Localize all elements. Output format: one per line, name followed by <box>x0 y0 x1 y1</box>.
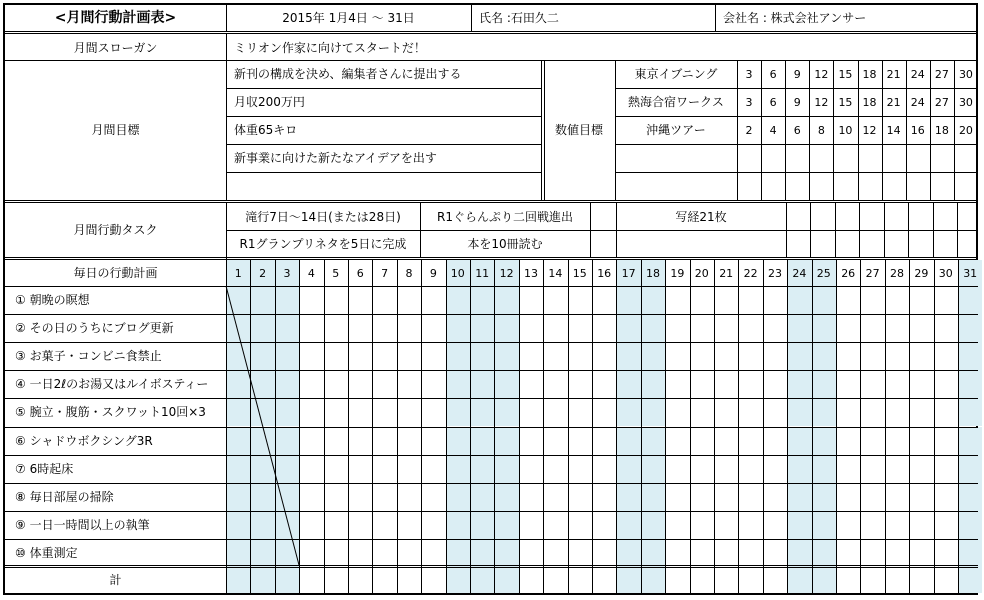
sheet-title: <月間行動計画表> <box>54 10 177 26</box>
day-header: 8 <box>405 266 413 280</box>
day-header: 22 <box>743 266 758 280</box>
day-header: 19 <box>670 266 685 280</box>
daily-task-label: ⑧ 毎日部屋の掃除 <box>15 489 114 504</box>
day-header: 14 <box>548 266 563 280</box>
day-header: 5 <box>332 266 340 280</box>
day-header: 25 <box>812 260 836 286</box>
company-name: 会社名 : 株式会社アンサー <box>723 11 867 25</box>
numeric-goal-value: 12 <box>814 95 829 109</box>
numeric-goal-value: 21 <box>886 95 901 109</box>
slogan-text: ミリオン作家に向けてスタートだ！ <box>234 40 426 55</box>
daily-task-label: ③ お菓子・コンビニ食禁止 <box>15 349 162 364</box>
numeric-goal-value: 21 <box>886 67 901 81</box>
numeric-goal-value: 2 <box>745 123 753 137</box>
numeric-goal-value: 24 <box>910 95 925 109</box>
daily-task-label: ① 朝晩の瞑想 <box>15 293 90 308</box>
day-header: 28 <box>889 266 904 280</box>
goal-item: 月収200万円 <box>234 95 305 109</box>
day-header: 7 <box>381 266 389 280</box>
goals-label: 月間目標 <box>91 123 140 137</box>
task-item: R1ぐらんぷり二回戦進出 <box>437 209 573 224</box>
daily-task-label: ⑤ 腕立・腹筋・スクワット10回×3 <box>15 405 206 420</box>
day-header: 1 <box>226 260 250 286</box>
goal-item: 新刊の構成を決め、編集者さんに提出する <box>234 67 462 81</box>
day-header: 10 <box>446 260 470 286</box>
numeric-goal-value: 4 <box>769 123 777 137</box>
goal-item: 体重65キロ <box>234 123 298 137</box>
numeric-goal-value: 18 <box>934 123 949 137</box>
numeric-goal-value: 27 <box>934 95 949 109</box>
daily-plan-label: 毎日の行動計画 <box>73 266 158 280</box>
day-header: 11 <box>470 260 494 286</box>
numeric-goal-value: 12 <box>814 67 829 81</box>
day-header: 15 <box>572 266 587 280</box>
day-header: 18 <box>641 260 665 286</box>
numeric-goal-value: 30 <box>958 95 973 109</box>
day-header: 21 <box>719 266 734 280</box>
numeric-goal-value: 18 <box>862 67 877 81</box>
numeric-goal-name: 東京イブニング <box>634 67 718 81</box>
task-item: 写経21枚 <box>675 209 727 224</box>
daily-task-label: ⑥ シャドウボクシング3R <box>15 433 153 448</box>
numeric-goal-value: 3 <box>745 95 753 109</box>
blocked-days-diagonal <box>5 5 978 595</box>
numeric-goal-value: 9 <box>793 67 801 81</box>
day-header: 27 <box>865 266 880 280</box>
day-header: 24 <box>787 260 811 286</box>
day-header: 4 <box>307 266 315 280</box>
period-text: 2015年 1月4日 〜 31日 <box>282 11 415 25</box>
task-item: R1グランプリネタを5日に完成 <box>239 236 407 251</box>
day-header: 6 <box>356 266 364 280</box>
numeric-goal-value: 8 <box>817 123 825 137</box>
daily-task-label: ⑩ 体重測定 <box>15 545 78 560</box>
day-header: 20 <box>694 266 709 280</box>
numeric-goal-name: 沖縄ツアー <box>646 123 706 137</box>
numeric-goal-value: 12 <box>862 123 877 137</box>
numeric-goal-value: 3 <box>745 67 753 81</box>
tasks-label: 月間行動タスク <box>73 223 158 237</box>
day-header: 12 <box>494 260 518 286</box>
day-header: 2 <box>250 260 274 286</box>
goal-item: 新事業に向けた新たなアイデアを出す <box>234 151 437 165</box>
day-header: 17 <box>616 260 640 286</box>
total-label: 計 <box>109 573 122 587</box>
daily-task-label: ⑦ 6時起床 <box>15 461 74 476</box>
numeric-goals-label: 数値目標 <box>554 123 603 137</box>
daily-task-label: ⑨ 一日一時間以上の執筆 <box>15 517 150 532</box>
task-item: 滝行7日〜14日(または28日) <box>245 209 401 224</box>
slogan-label: 月間スローガン <box>73 40 158 55</box>
numeric-goal-value: 6 <box>769 67 777 81</box>
numeric-goal-value: 10 <box>838 123 853 137</box>
day-header: 31 <box>958 260 982 286</box>
daily-task-label: ④ 一日2ℓのお湯又はルイボスティー <box>15 377 209 392</box>
numeric-goal-value: 6 <box>769 95 777 109</box>
day-header: 9 <box>429 266 437 280</box>
numeric-goal-value: 15 <box>838 67 853 81</box>
numeric-goal-value: 30 <box>958 67 973 81</box>
numeric-goal-value: 18 <box>862 95 877 109</box>
day-header: 23 <box>767 266 782 280</box>
monthly-plan-sheet <box>3 3 978 595</box>
numeric-goal-value: 9 <box>793 95 801 109</box>
numeric-goal-value: 6 <box>793 123 801 137</box>
numeric-goal-value: 20 <box>958 123 973 137</box>
owner-name: 氏名 :石田久二 <box>479 11 559 25</box>
numeric-goal-name: 熱海合宿ワークス <box>628 95 724 109</box>
day-header: 16 <box>597 266 612 280</box>
daily-task-label: ② その日のうちにブログ更新 <box>15 321 174 336</box>
numeric-goal-value: 14 <box>886 123 901 137</box>
day-header: 26 <box>841 266 856 280</box>
day-header: 3 <box>275 260 299 286</box>
day-header: 13 <box>523 266 538 280</box>
numeric-goal-value: 16 <box>910 123 925 137</box>
day-header: 30 <box>938 266 953 280</box>
numeric-goal-value: 27 <box>934 67 949 81</box>
day-header: 29 <box>914 266 929 280</box>
numeric-goal-value: 15 <box>838 95 853 109</box>
task-item: 本を10冊読む <box>467 236 543 251</box>
numeric-goal-value: 24 <box>910 67 925 81</box>
